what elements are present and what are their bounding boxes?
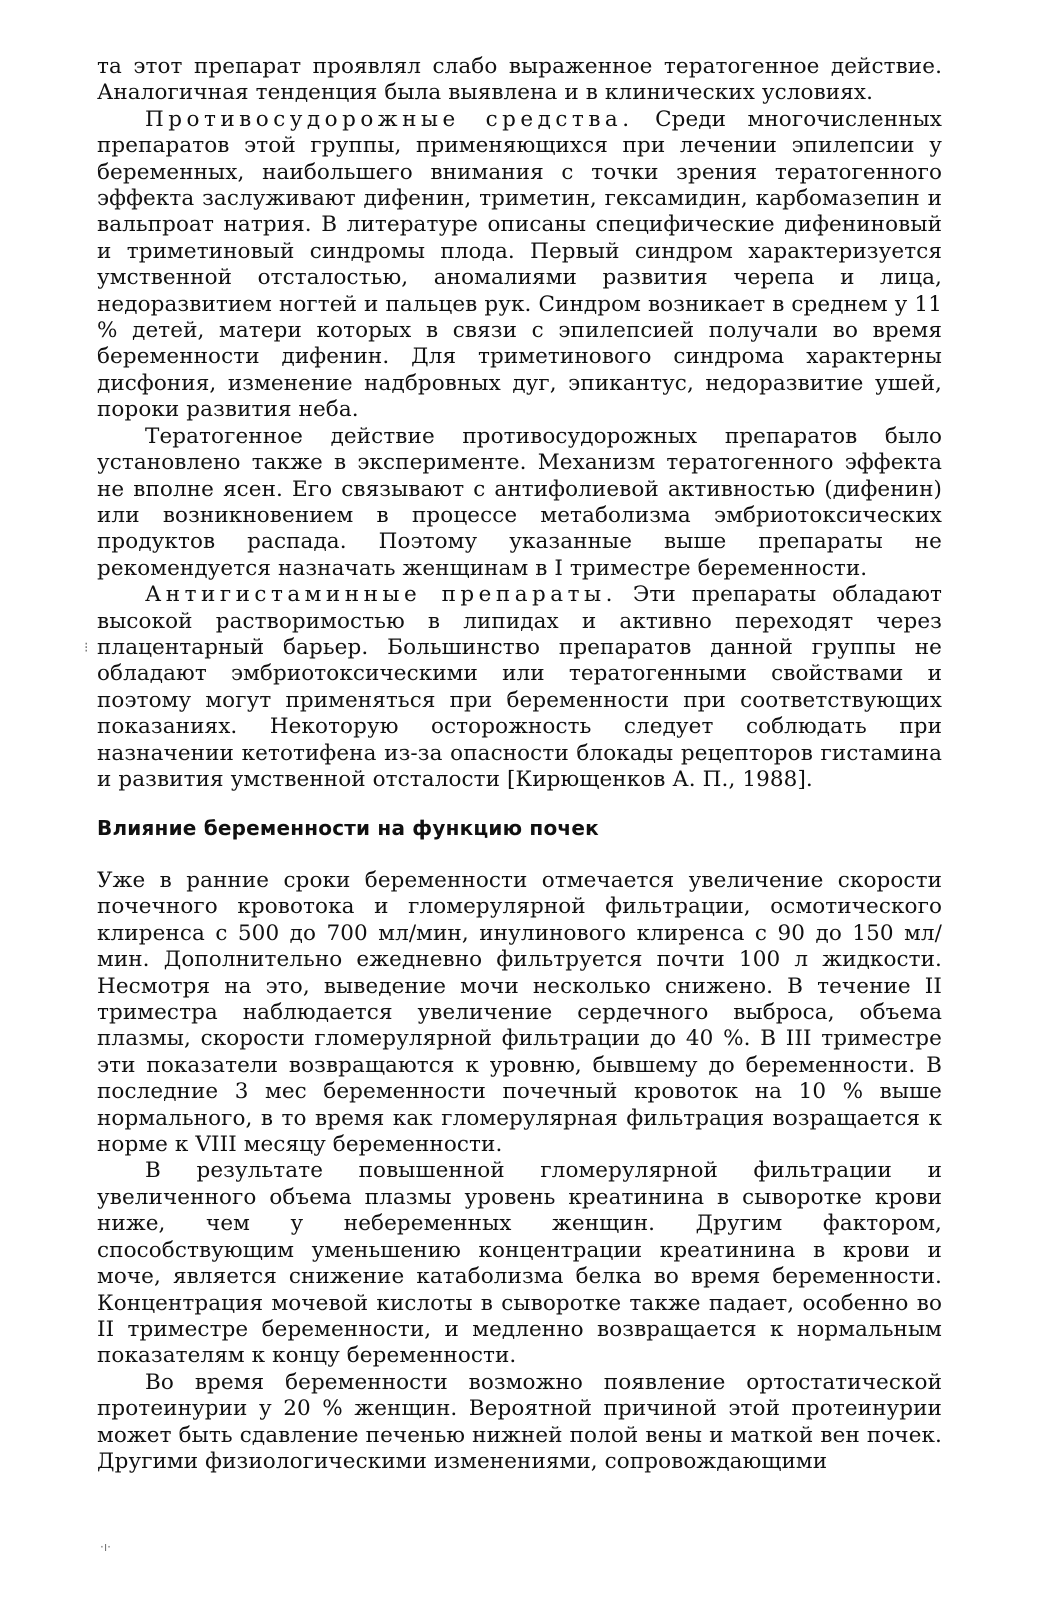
paragraph-lead-term: Антигистаминные препараты. (145, 582, 617, 608)
scan-speck: ·ı· (100, 1540, 111, 1554)
text-section-bottom (97, 868, 942, 1475)
text-section-top (97, 54, 942, 793)
section-heading: Влияние беременности на функцию почек (97, 816, 599, 840)
paragraph: Во время беременности возможно появление ортостатической протеинурии у 20 % женщин. Вероятной причиной этой протеинурии может быть сдавление печенью нижней полой вены и маткой вен почек. Другими физиологическими изменениями, сопровождающими (97, 1369, 942, 1474)
paragraph: Уже в ранние сроки беременности отмечается увеличение скорости почечного кровотока и гломерулярной фильтрации, осмотического клиренса с 500 до 700 мл/мин, инулинового клиренса с 90 до 150 мл/мин. Дополнительно ежедневно фильтруется почти 100 л жидкости. Несмотря на это, выведение мочи несколько снижено. В течение II триместра наблюдается увеличение сердечного выброса, объема плазмы, скорости гломерулярной фильтрации до 40 %. В III триместре эти показатели возвращаются к уровню, бывшему до беременности. В последние 3 мес беременности почечный кровоток на 10 % выше нормального, в то время как гломерулярная фильтрация возращается к норме к VIII месяцу беременности. (97, 868, 942, 1158)
paragraph: В результате повышенной гломерулярной фильтрации и увеличенного объема плазмы уровень креатинина в сыворотке крови ниже, чем у небеременных женщин. Другим фактором, способствующим уменьшению концентрации креатинина в крови и моче, является снижение катаболизма белка во время беременности. Концентрация мочевой кислоты в сыворотке также падает, особенно во II триместре беременности, и медленно возвращается к нормальным показателям к концу беременности. (97, 1158, 942, 1369)
paragraph: та этот препарат проявлял слабо выраженное тератогенное действие. Аналогичная тенденция была выявлена и в клинических условиях. (97, 54, 942, 106)
paragraph (97, 582, 942, 793)
paragraph: Тератогенное действие противосудорожных препаратов было установлено также в эксперименте. Механизм тератогенного эффекта не вполне ясен. Его связывают с антифолиевой активностью (дифенин) или возникновением в процессе метаболизма эмбриотоксических продуктов распада. Поэтому указанные выше препараты не рекомендуется назначать женщинам в I триместре беременности. (97, 423, 942, 581)
scan-speck: ⁝ (84, 640, 89, 656)
paragraph-body: Среди многочисленных препаратов этой группы, применяющихся при лечении эпилепсии у беременных, наибольшего внимания с точки зрения тератогенного эффекта заслуживают дифенин, триметин, гексамидин, карбомазепин и вальпроат натрия. В литературе описаны специфические дифениновый и триметиновый синдромы плода. Первый синдром характеризуется умственной отсталостью, аномалиями развития черепа и лица, недоразвитием ногтей и пальцев рук. Синдром возникает в среднем у 11 % детей, матери которых в связи с эпилепсией получали во время беременности дифенин. Для триметинового синдрома характерны дисфония, изменение надбровных дуг, эпикантус, недоразвитие ушей, пороки развития неба. (97, 106, 943, 423)
paragraph-body: Эти препараты обладают высокой растворимостью в липидах и активно переходят через плацентарный барьер. Большинство препаратов данной группы не обладают эмбриотоксическими или тератогенными свойствами и поэтому могут применяться при беременности при соответствующих показаниях. Некоторую осторожность следует соблюдать при назначении кетотифена из-за опасности блокады рецепторов гистамина и развития умственной отсталости [Кирющенков А. П., 1988]. (97, 582, 943, 792)
paragraph (97, 107, 942, 424)
paragraph-lead-term: Противосудорожные средства. (145, 106, 634, 132)
